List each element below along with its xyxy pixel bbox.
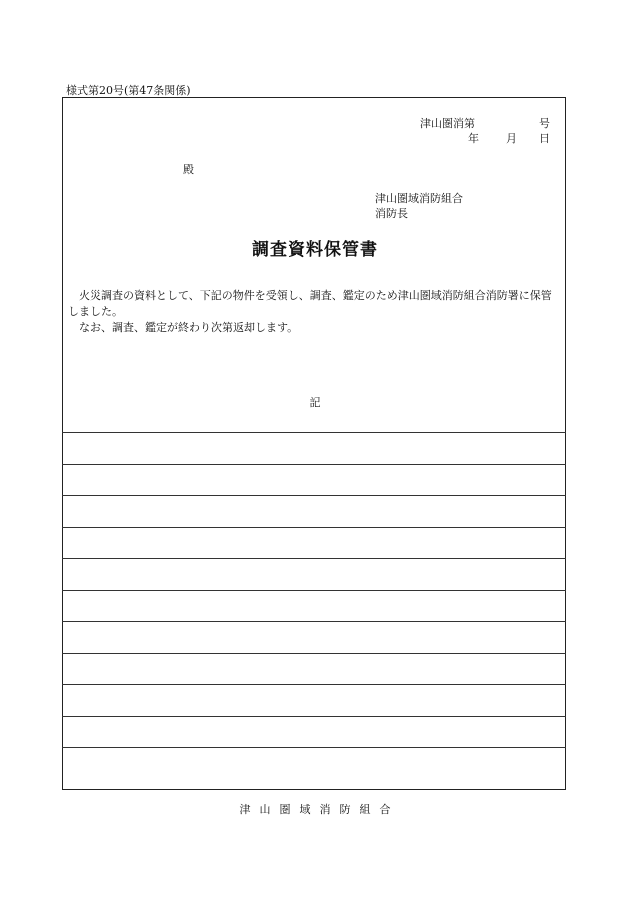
item-row — [62, 527, 566, 559]
body-text — [68, 288, 562, 336]
date-day-label: 日 — [539, 132, 550, 145]
body-paragraph-1: 火災調査の資料として、下記の物件を受領し、調査、鑑定のため津山圏域消防組合消防署に保管しました。 — [68, 289, 552, 318]
item-row — [62, 558, 566, 590]
form-number: 様式第20号(第47条関係) — [66, 84, 191, 97]
item-row — [62, 590, 566, 622]
item-row — [62, 747, 566, 779]
addressee-honorific: 殿 — [183, 163, 194, 176]
document-number-prefix: 津山圏消第 — [420, 117, 475, 130]
item-row — [62, 495, 566, 527]
document-number — [420, 115, 550, 131]
date-month-label: 月 — [506, 132, 517, 145]
issuer-organization: 津山圏域消防組合 — [375, 192, 463, 205]
item-row — [62, 464, 566, 496]
document-number-suffix: 号 — [539, 117, 550, 130]
footer-organization: 津山圏域消防組合 — [239, 803, 400, 816]
document-title: 調査資料保管書 — [252, 240, 378, 260]
body-paragraph-2: なお、調査、鑑定が終わり次第返却します。 — [79, 321, 299, 334]
item-row — [62, 621, 566, 653]
item-row — [62, 716, 566, 748]
item-row — [62, 653, 566, 685]
item-row — [62, 684, 566, 716]
issuer-title: 消防長 — [375, 207, 408, 220]
item-row — [62, 432, 566, 464]
item-rows — [62, 432, 566, 779]
date-year-label: 年 — [468, 132, 479, 145]
ki-heading: 記 — [309, 396, 321, 409]
